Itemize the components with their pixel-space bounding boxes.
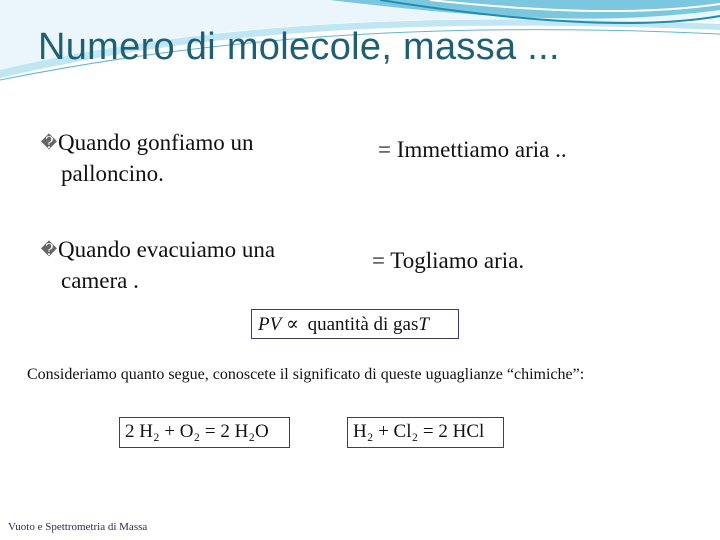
formula-lhs: PV <box>258 314 282 335</box>
bullet-icon: � <box>40 135 58 152</box>
bullet-item-1 <box>40 128 253 189</box>
formula-rhs-text: quantità di gas <box>307 314 419 335</box>
bullet-1-result: = Immettiamo aria .. <box>378 137 567 162</box>
bullet-2-line1: Quando evacuiamo una <box>58 237 276 262</box>
bullet-2-result: = Togliamo aria. <box>372 248 525 273</box>
bullet-2-line2: camera . <box>61 268 139 293</box>
equation-water-box: 2 H₂ + O₂ = 2 H₂O <box>119 417 290 448</box>
proportional-symbol: ∝ <box>285 314 299 335</box>
bullet-1-line2: palloncino. <box>61 161 164 186</box>
proportionality-formula-box <box>251 309 459 339</box>
bullet-icon: � <box>40 242 58 259</box>
bullet-item-2 <box>40 235 275 296</box>
equation-hcl-box: H₂ + Cl₂ = 2 HCl <box>347 417 504 448</box>
page-title: Numero di molecole, massa ... <box>38 26 560 68</box>
bullet-1-line1: Quando gonfiamo un <box>58 130 254 155</box>
note-text: Consideriamo quanto segue, conoscete il significato di queste uguaglianze “chimiche”: <box>27 366 585 383</box>
footer-text: Vuoto e Spettrometria di Massa <box>8 521 148 533</box>
formula-rhs-var: T <box>418 314 429 335</box>
